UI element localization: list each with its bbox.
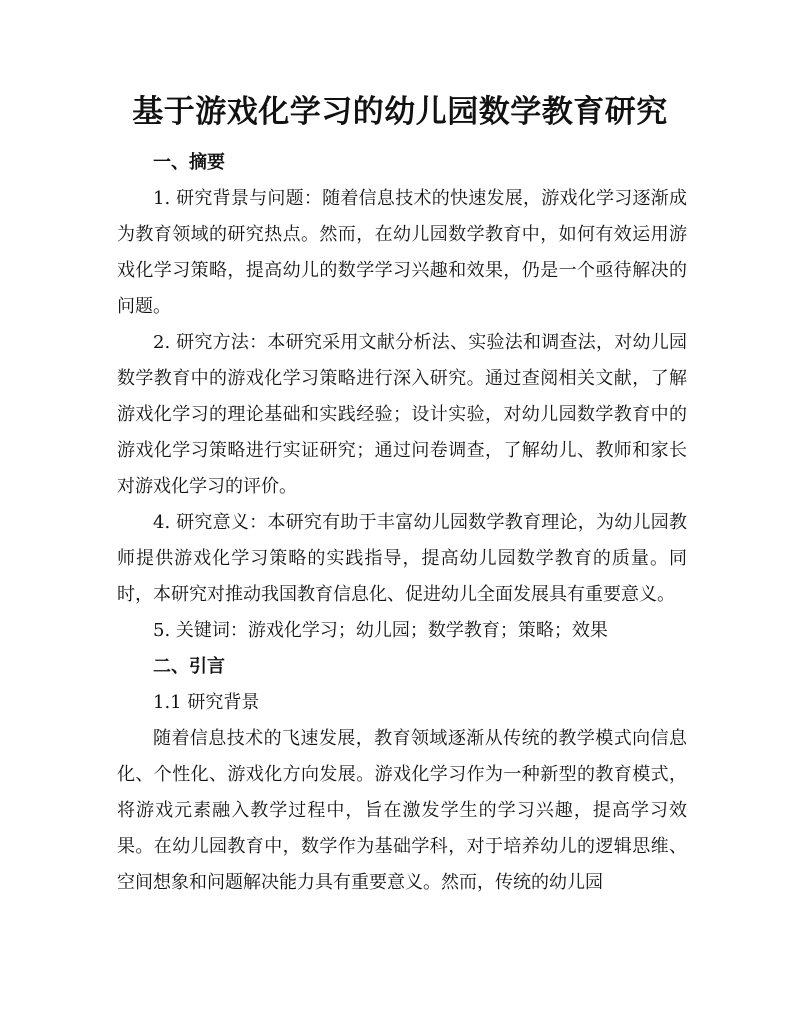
subsection-heading-background: 1.1 研究背景 bbox=[153, 692, 260, 713]
abstract-item-keywords: 5. 关键词：游戏化学习；幼儿园；数学教育；策略；效果 bbox=[153, 620, 608, 641]
document-title: 基于游戏化学习的幼儿园数学教育研究 bbox=[132, 94, 668, 130]
document-body bbox=[117, 145, 687, 901]
section-heading-introduction: 二、引言 bbox=[153, 656, 225, 677]
abstract-item-significance: 4. 研究意义：本研究有助于丰富幼儿园数学教育理论，为幼儿园教师提供游戏化学习策略的实践指导，提高幼儿园数学教育的质量。同时，本研究对推动我国教育信息化、促进幼儿全面发展具有重要意义。 bbox=[117, 512, 687, 605]
abstract-item-background: 1. 研究背景与问题：随着信息技术的快速发展，游戏化学习逐渐成为教育领域的研究热点。然而，在幼儿园数学教育中，如何有效运用游戏化学习策略，提高幼儿的数学学习兴趣和效果，仍是一个亟待解决的问题。 bbox=[117, 188, 687, 317]
abstract-item-methods: 2. 研究方法：本研究采用文献分析法、实验法和调查法，对幼儿园数学教育中的游戏化学习策略进行深入研究。通过查阅相关文献，了解游戏化学习的理论基础和实践经验；设计实验，对幼儿园数学教育中的游戏化学习策略进行实证研究；通过问卷调查，了解幼儿、教师和家长对游戏化学习的评价。 bbox=[117, 332, 687, 497]
introduction-paragraph: 随着信息技术的飞速发展，教育领域逐渐从传统的教学模式向信息化、个性化、游戏化方向发展。游戏化学习作为一种新型的教育模式，将游戏元素融入教学过程中，旨在激发学生的学习兴趣，提高学习效果。在幼儿园教育中，数学作为基础学科，对于培养幼儿的逻辑思维、空间想象和问题解决能力具有重要意义。然而，传统的幼儿园 bbox=[117, 728, 687, 893]
section-heading-abstract: 一、摘要 bbox=[153, 152, 225, 173]
